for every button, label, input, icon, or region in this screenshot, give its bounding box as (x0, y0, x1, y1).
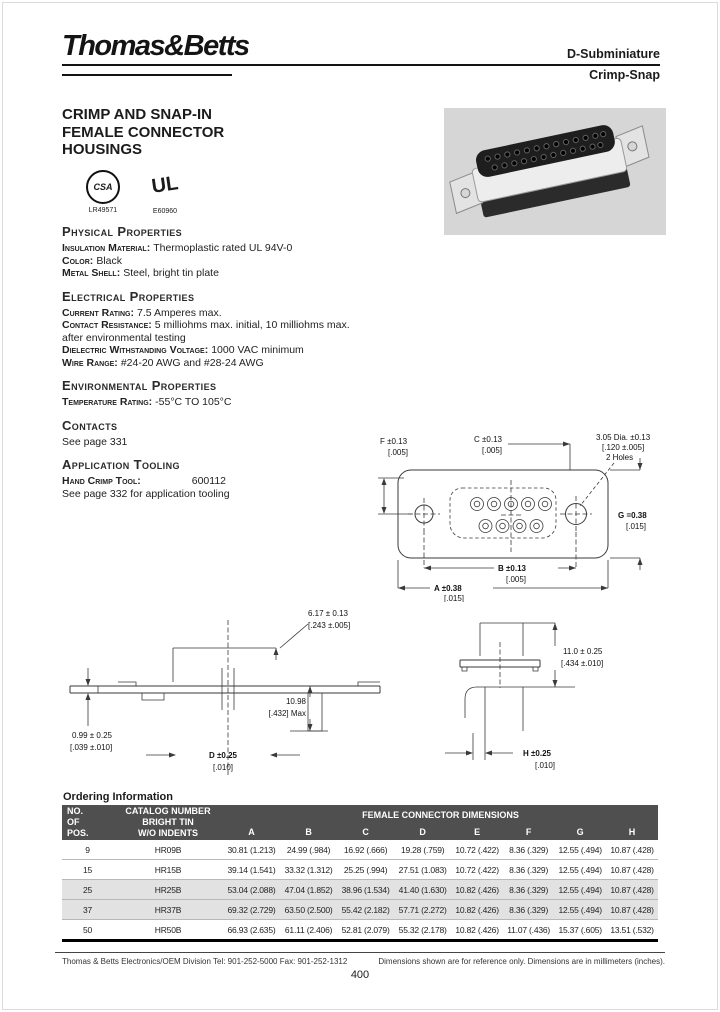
ordering-table (62, 805, 658, 942)
dim-label-c: C ±0.13 (474, 435, 502, 444)
dim-label-tab-in: [.039 ±.010] (70, 743, 113, 752)
cell-positions: 9 (85, 844, 90, 855)
table-row (62, 860, 658, 880)
property-text: -55°C TO 105°C (155, 396, 232, 408)
properties-column (62, 224, 370, 500)
dim-label-d: D ±0.25 (209, 751, 237, 760)
cell-positions: 15 (62, 860, 113, 880)
property-text: See page 331 (62, 435, 128, 448)
col-header-line: W/O INDENTS (138, 828, 198, 838)
ul-mark (142, 170, 188, 215)
dim-label-holes1: 3.05 Dia. ±0.13 (596, 433, 651, 442)
product-line: Crimp-Snap (589, 68, 660, 82)
cell-dim-d: 55.32 (2.178) (394, 920, 451, 941)
col-header-catalog (113, 805, 223, 840)
property-label: Wire Range: (62, 356, 118, 369)
cell-positions: 25 (62, 880, 113, 900)
hand-crimp-tool (62, 475, 370, 488)
cell-dim-f: 8.36 (.329) (503, 900, 554, 920)
section-heading-environmental: Environmental Properties (62, 378, 217, 393)
csa-mark (80, 170, 126, 215)
dim-label-h: H ±0.25 (523, 749, 551, 758)
ordering-table-wrap (62, 805, 658, 942)
property-text: Steel, bright tin plate (123, 267, 219, 279)
cell-dim-a: 66.93 (2.635) (223, 920, 280, 941)
property-insulation (62, 242, 370, 255)
page-title-line1: CRIMP AND SNAP-IN (62, 106, 213, 123)
section-heading-physical: Physical Properties (62, 224, 183, 239)
col-header-line: BRIGHT TIN (142, 817, 194, 827)
cell-dim-d: 27.51 (1.083) (394, 860, 451, 880)
property-temperature (62, 396, 370, 409)
cell-positions: 50 (62, 920, 113, 941)
dim-label-height: 11.0 ± 0.25 (563, 647, 603, 656)
cell-dim-h: 10.87 (.428) (606, 860, 658, 880)
cell-dim-f: 11.07 (.436) (503, 920, 554, 941)
cell-catalog: HR15B (113, 860, 223, 880)
dim-letter-g: G (554, 825, 606, 840)
cell-dim-c: 16.92 (.666) (343, 844, 388, 855)
cell-dim-a: 30.81 (1.213) (227, 844, 276, 855)
page-title (62, 106, 224, 159)
page-title-line3: HOUSINGS (62, 141, 143, 158)
property-text: 5 milliohms max. initial, 10 milliohms max. after environmental testing (62, 319, 350, 344)
table-row (62, 900, 658, 920)
cell-dim-h: 13.51 (.532) (606, 920, 658, 941)
dim-label-g-in: [.015] (626, 522, 647, 531)
logo-underline (62, 74, 232, 76)
cell-dim-c: 55.42 (2.182) (337, 900, 394, 920)
page-title-line2: FEMALE CONNECTOR (62, 123, 225, 141)
col-header-line: CATALOG NUMBER (125, 806, 211, 816)
tool-number: 600112 (191, 475, 227, 487)
property-current-rating (62, 307, 370, 320)
footer-company-info: Thomas & Betts Electronics/OEM Division Tel: 901-252-5000 Fax: 901-252-1312 (62, 957, 348, 966)
property-text: Thermoplastic rated UL 94V-0 (153, 242, 293, 254)
cell-dim-b: 47.04 (1.852) (280, 880, 337, 900)
property-wire-range (62, 357, 370, 370)
cell-dim-b: 24.99 (.984) (286, 844, 331, 855)
cell-catalog: HR37B (113, 900, 223, 920)
property-text: Black (96, 254, 122, 267)
property-text: 1000 VAC minimum (211, 344, 304, 356)
section-heading-tooling: Application Tooling (62, 457, 180, 472)
property-text: See page 332 for application tooling (62, 487, 230, 500)
footer-rule (55, 952, 665, 953)
side-view-drawing (58, 598, 393, 788)
cell-dim-b: 63.50 (2.500) (280, 900, 337, 920)
cell-dim-b: 61.11 (2.406) (280, 920, 337, 941)
dim-label-a-in: [.015] (444, 594, 465, 602)
dim-letter-b: B (280, 825, 337, 840)
dim-label-b-in: [.005] (506, 575, 527, 584)
cell-dim-a: 69.32 (2.729) (223, 900, 280, 920)
product-photo (444, 108, 666, 235)
cell-dim-g: 12.55 (.494) (554, 880, 606, 900)
cell-dim-d: 41.40 (1.630) (394, 880, 451, 900)
dim-label-g: G =0.38 (618, 511, 647, 520)
cell-dim-g: 12.55 (.494) (554, 900, 606, 920)
table-row (62, 920, 658, 941)
footer-dimensions-note: Dimensions shown are for reference only. Dimensions are in millimeters (inches). (378, 957, 665, 966)
page-number: 400 (350, 969, 370, 981)
property-label: Hand Crimp Tool: (62, 475, 141, 487)
cell-dim-h: 10.87 (.428) (606, 880, 658, 900)
col-header-line: OF (67, 817, 80, 827)
dim-label-depth-in: [.243 ±.005] (308, 621, 351, 630)
cell-dim-f: 8.36 (.329) (503, 860, 554, 880)
cell-dim-f: 8.36 (.329) (509, 844, 549, 855)
cell-catalog: HR09B (154, 844, 182, 855)
cell-dim-h: 10.87 (.428) (606, 900, 658, 920)
cell-positions: 37 (62, 900, 113, 920)
dim-label-holes3: 2 Holes (606, 453, 634, 462)
dim-label-max-in: [.432] Max (268, 709, 306, 718)
cell-dim-h: 10.87 (.428) (610, 844, 654, 855)
cell-dim-d: 19.28 (.759) (400, 844, 445, 855)
cell-catalog: HR25B (113, 880, 223, 900)
dim-label-max: 10.98 (285, 697, 306, 706)
table-row (62, 880, 658, 900)
cell-dim-a: 53.04 (2.088) (223, 880, 280, 900)
dim-label-c-in: [.005] (482, 446, 503, 455)
cell-dim-g: 12.55 (.494) (558, 844, 602, 855)
contacts-note (62, 436, 370, 449)
ul-logo-icon: UL (149, 172, 180, 198)
dim-letter-c: C (337, 825, 394, 840)
property-label: Contact Resistance: (62, 319, 152, 331)
col-header-dimensions: FEMALE CONNECTOR DIMENSIONS (223, 805, 658, 825)
section-heading-contacts: Contacts (62, 417, 118, 433)
dim-label-tab: 0.99 ± 0.25 (72, 731, 112, 740)
cell-dim-e: 10.82 (.426) (451, 920, 503, 941)
section-heading-electrical: Electrical Properties (62, 288, 195, 304)
panel-view-drawing (425, 598, 675, 788)
col-header-line: POS. (67, 828, 89, 838)
cell-catalog: HR50B (113, 920, 223, 941)
dim-letter-f: F (503, 825, 554, 840)
property-dielectric (62, 344, 370, 357)
dim-letter-e: E (451, 825, 503, 840)
cell-dim-c: 25.25 (.994) (337, 860, 394, 880)
property-text: #24-20 AWG and #28-24 AWG (120, 356, 264, 369)
cell-dim-b: 33.32 (1.312) (280, 860, 337, 880)
cell-dim-e: 10.72 (.422) (451, 860, 503, 880)
col-header-positions (62, 805, 113, 840)
csa-logo-icon: CSA (86, 170, 120, 204)
col-header-line: NO. (67, 806, 84, 816)
property-text: 7.5 Amperes max. (137, 306, 222, 319)
dim-label-f-in: [.005] (388, 448, 409, 457)
cell-dim-c: 38.96 (1.534) (337, 880, 394, 900)
property-label: Temperature Rating: (62, 396, 153, 408)
dim-letter-d: D (394, 825, 451, 840)
cell-dim-e: 10.82 (.426) (451, 880, 503, 900)
dim-label-a: A ±0.38 (434, 584, 462, 593)
tooling-note (62, 488, 370, 501)
ordering-title: Ordering Information (63, 791, 173, 803)
cell-dim-e: 10.72 (.422) (455, 844, 499, 855)
dim-label-height-in: [.434 ±.010] (561, 659, 604, 668)
certification-marks (80, 170, 188, 215)
property-contact-resistance (62, 319, 370, 344)
property-label: Metal Shell: (62, 267, 121, 279)
cell-dim-a: 39.14 (1.541) (223, 860, 280, 880)
dim-label-depth: 6.17 ± 0.13 (308, 609, 348, 618)
cell-dim-e: 10.82 (.426) (451, 900, 503, 920)
cell-dim-f: 8.36 (.329) (503, 880, 554, 900)
dim-label-d-in: [.010] (212, 763, 234, 772)
company-logo: Thomas&Betts (62, 30, 249, 62)
dim-label-h-in: [.010] (535, 761, 556, 770)
property-color (62, 255, 370, 268)
ul-file-number: E60960 (152, 208, 178, 215)
dim-label-holes2: [.120 ±.005] (602, 443, 645, 452)
dim-label-b: B ±0.13 (498, 564, 526, 573)
header-rule (62, 64, 660, 66)
csa-file-number: LR49571 (88, 207, 118, 214)
cell-dim-g: 12.55 (.494) (554, 860, 606, 880)
dim-letter-a: A (223, 825, 280, 840)
cell-dim-c: 52.81 (2.079) (337, 920, 394, 941)
cell-dim-d: 57.71 (2.272) (394, 900, 451, 920)
property-label: Color: (62, 254, 94, 267)
product-family: D-Subminiature (566, 47, 660, 61)
front-view-drawing (378, 430, 678, 602)
property-label: Insulation Material: (62, 242, 151, 254)
dim-letter-h: H (606, 825, 658, 840)
dim-label-f: F ±0.13 (380, 437, 408, 446)
property-metal-shell (62, 267, 370, 280)
table-row (62, 840, 658, 860)
property-label: Current Rating: (62, 306, 135, 319)
property-label: Dielectric Withstanding Voltage: (62, 344, 209, 356)
cell-dim-g: 15.37 (.605) (554, 920, 606, 941)
